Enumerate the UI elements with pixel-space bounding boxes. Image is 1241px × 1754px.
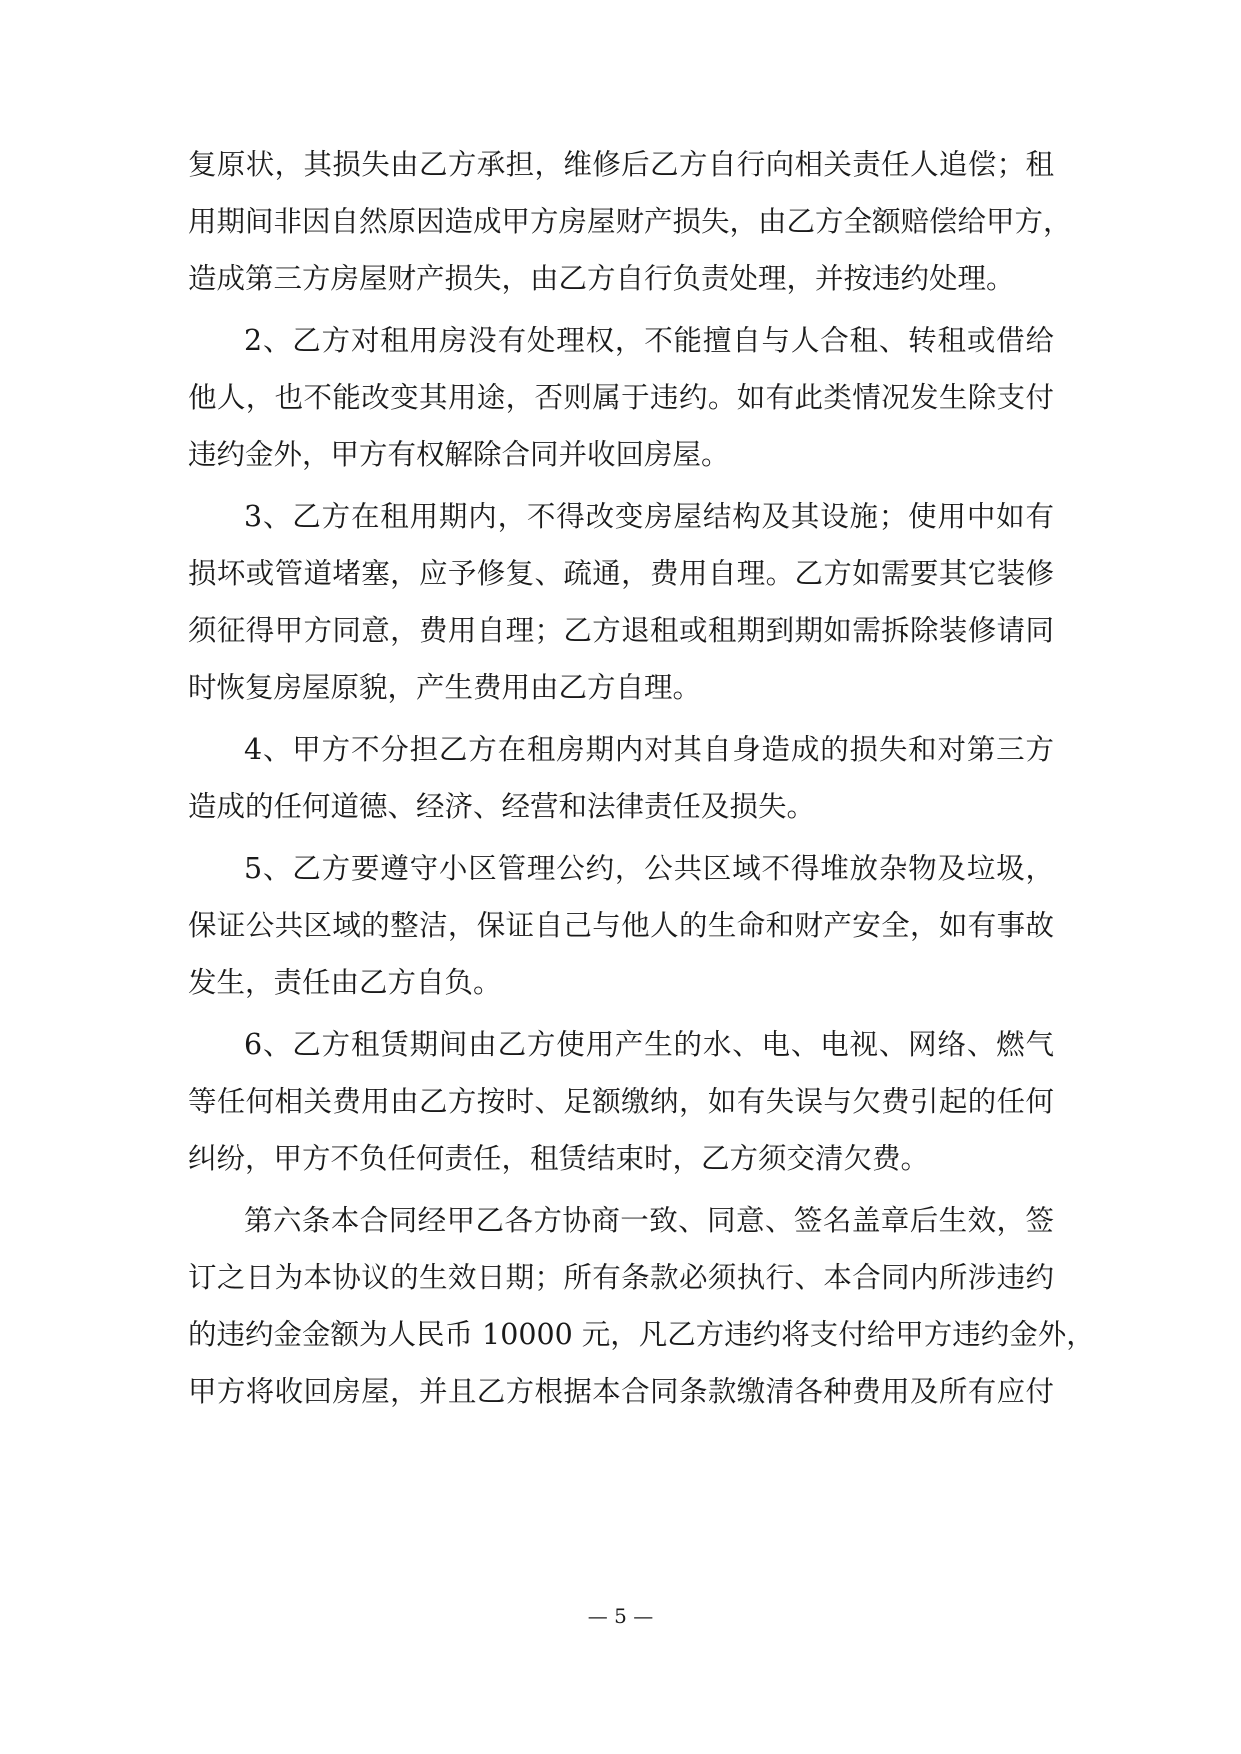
text-line: 违约金外，甲方有权解除合同并收回房屋。: [188, 438, 730, 471]
text-line: 保证公共区域的整洁，保证自己与他人的生命和财产安全，如有事故: [188, 909, 1054, 942]
text-line: 他人，也不能改变其用途，否则属于违约。如有此类情况发生除支付: [188, 381, 1054, 414]
paragraph-item-5: 5、乙方要遵守小区管理公约，公共区域不得堆放杂物及垃圾，: [244, 852, 1054, 885]
text-line: 纠纷，甲方不负任何责任，租赁结束时，乙方须交清欠费。: [188, 1142, 930, 1175]
text-line: 等任何相关费用由乙方按时、足额缴纳，如有失误与欠费引起的任何: [188, 1085, 1054, 1118]
paragraph-article-6: 第六条本合同经甲乙各方协商一致、同意、签名盖章后生效，签: [244, 1204, 1054, 1237]
text-line: 复原状，其损失由乙方承担，维修后乙方自行向相关责任人追偿；租: [188, 148, 1054, 181]
paragraph-item-6: 6、乙方租赁期间由乙方使用产生的水、电、电视、网络、燃气: [244, 1028, 1054, 1061]
text-line: 甲方将收回房屋，并且乙方根据本合同条款缴清各种费用及所有应付: [188, 1375, 1054, 1408]
text-line: 损坏或管道堵塞，应予修复、疏通，费用自理。乙方如需要其它装修: [188, 557, 1054, 590]
paragraph-item-3: 3、乙方在租用期内，不得改变房屋结构及其设施；使用中如有: [244, 500, 1054, 533]
page-number: — 5 —: [587, 1604, 654, 1628]
text-line: 造成第三方房屋财产损失，由乙方自行负责处理，并按违约处理。: [188, 262, 1015, 295]
text-line: 时恢复房屋原貌，产生费用由乙方自理。: [188, 671, 702, 704]
text-line: 订之日为本协议的生效日期；所有条款必须执行、本合同内所涉违约: [188, 1261, 1054, 1294]
text-line: 须征得甲方同意，费用自理；乙方退租或租期到期如需拆除装修请同: [188, 614, 1054, 647]
text-line: 造成的任何道德、经济、经营和法律责任及损失。: [188, 790, 816, 823]
paragraph-item-4: 4、甲方不分担乙方在租房期内对其自身造成的损失和对第三方: [244, 733, 1054, 766]
paragraph-item-2: 2、乙方对租用房没有处理权，不能擅自与人合租、转租或借给: [244, 324, 1054, 357]
text-line: 的违约金金额为人民币 10000 元，凡乙方违约将支付给甲方违约金外，: [188, 1318, 1095, 1351]
text-line: 用期间非因自然原因造成甲方房屋财产损失，由乙方全额赔偿给甲方，: [188, 205, 1072, 238]
text-line: 发生，责任由乙方自负。: [188, 966, 502, 999]
